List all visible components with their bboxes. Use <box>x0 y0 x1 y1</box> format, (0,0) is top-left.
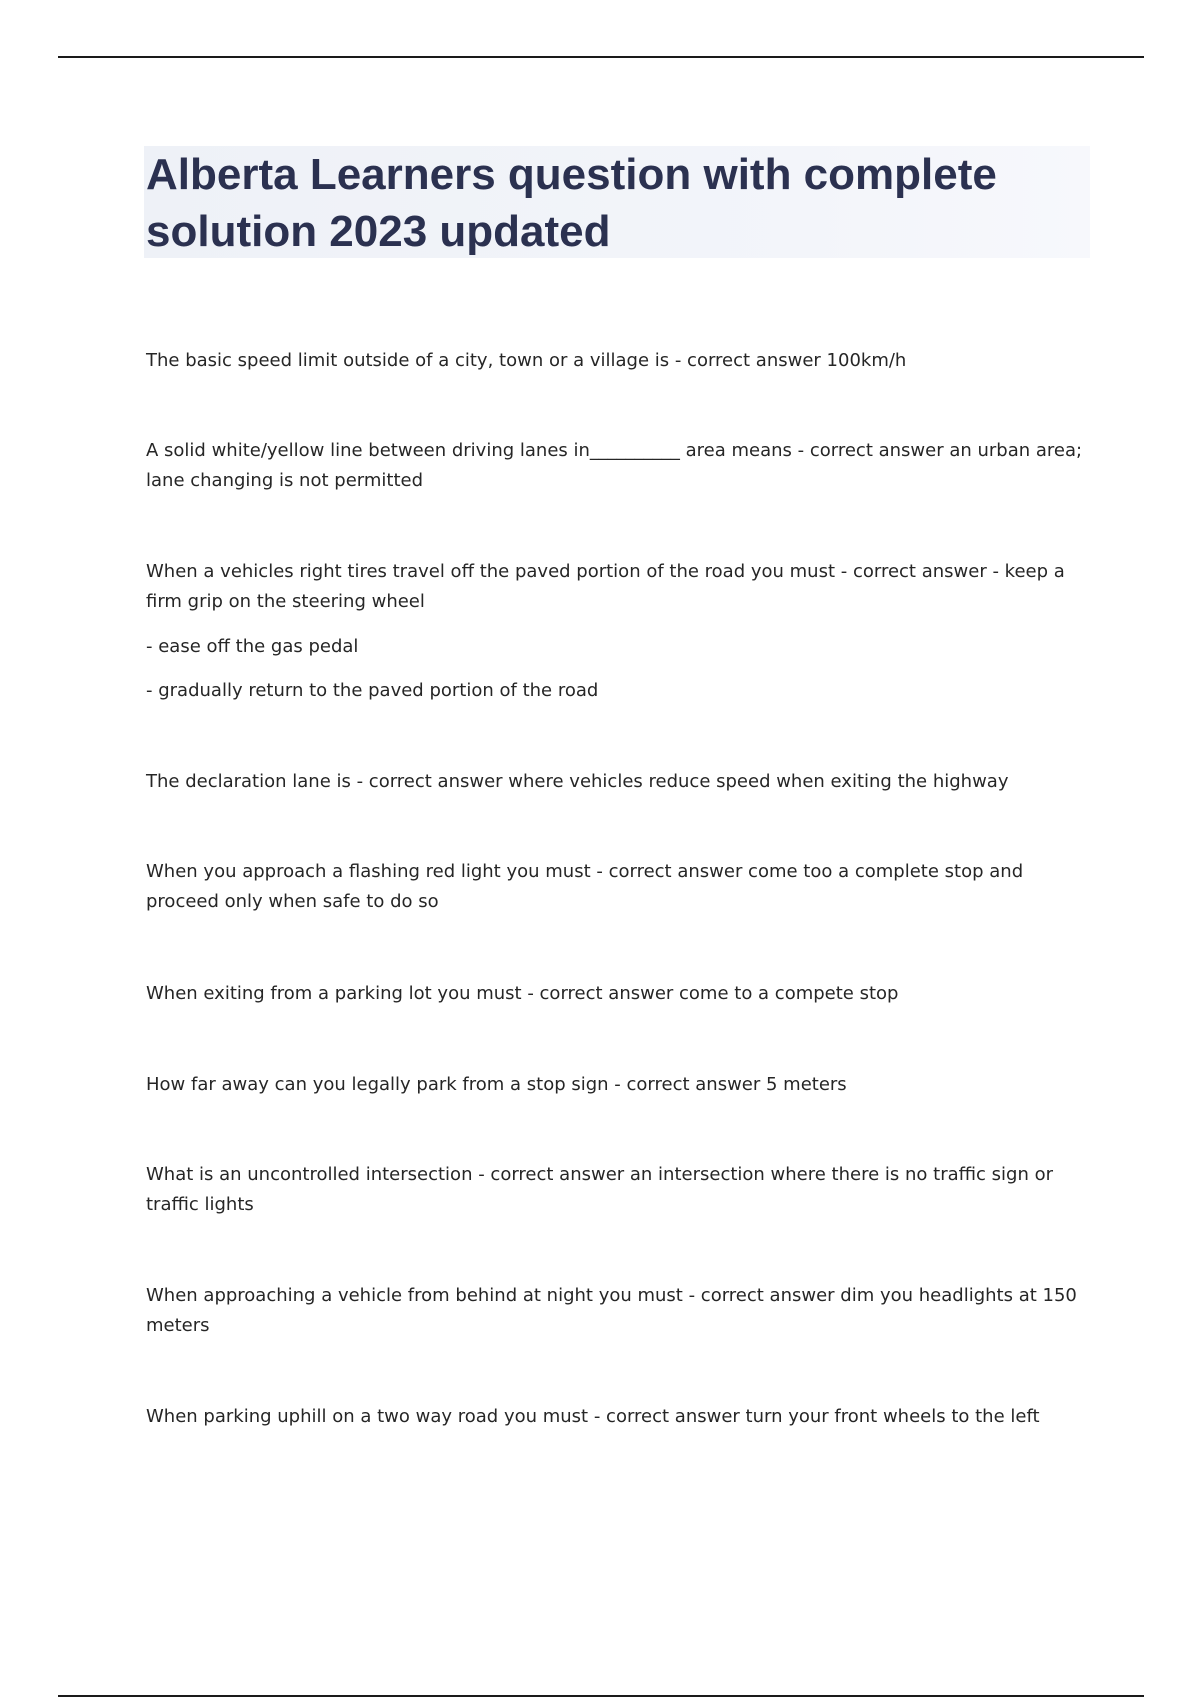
question-text: When a vehicles right tires travel off the paved portion of the road you must - correct answer - keep a <box>146 561 1065 582</box>
question-text-cont: proceed only when safe to do so <box>146 891 439 912</box>
question-text: When approaching a vehicle from behind at night you must - correct answer dim you headlights at 150 <box>146 1285 1077 1306</box>
question-text: How far away can you legally park from a stop sign - correct answer 5 meters <box>146 1074 847 1095</box>
question-6 <box>146 979 1096 1009</box>
title-line-1: Alberta Learners question with complete <box>146 150 997 199</box>
question-text-cont: lane changing is not permitted <box>146 470 423 491</box>
question-9 <box>146 1281 1096 1341</box>
question-text: When exiting from a parking lot you must - correct answer come to a compete stop <box>146 983 899 1004</box>
question-7 <box>146 1070 1096 1100</box>
question-10 <box>146 1402 1096 1432</box>
question-2 <box>146 436 1096 496</box>
question-1 <box>146 346 1096 376</box>
title-line-2: solution 2023 updated <box>146 207 611 256</box>
question-text-cont: firm grip on the steering wheel <box>146 591 425 612</box>
bottom-rule <box>58 1695 1144 1697</box>
top-rule <box>58 56 1144 58</box>
answer-bullet-2: - gradually return to the paved portion of the road <box>146 680 599 701</box>
question-3 <box>146 557 1096 617</box>
question-text-cont: meters <box>146 1315 210 1336</box>
question-text: The declaration lane is - correct answer where vehicles reduce speed when exiting the highway <box>146 771 1009 792</box>
question-text: The basic speed limit outside of a city, town or a village is - correct answer 100km/h <box>146 350 907 371</box>
question-8 <box>146 1160 1096 1220</box>
question-text: When you approach a flashing red light you must - correct answer come too a complete stop and <box>146 861 1024 882</box>
answer-bullet-1: - ease off the gas pedal <box>146 636 359 657</box>
document-title <box>146 146 1086 260</box>
question-5 <box>146 857 1096 917</box>
question-text: What is an uncontrolled intersection - correct answer an intersection where there is no traffic sign or <box>146 1164 1053 1185</box>
question-text: When parking uphill on a two way road you must - correct answer turn your front wheels to the left <box>146 1406 1040 1427</box>
question-text-cont: traffic lights <box>146 1194 254 1215</box>
question-4 <box>146 767 1096 797</box>
question-text: A solid white/yellow line between driving lanes in__________ area means - correct answer an urban area; <box>146 440 1083 461</box>
